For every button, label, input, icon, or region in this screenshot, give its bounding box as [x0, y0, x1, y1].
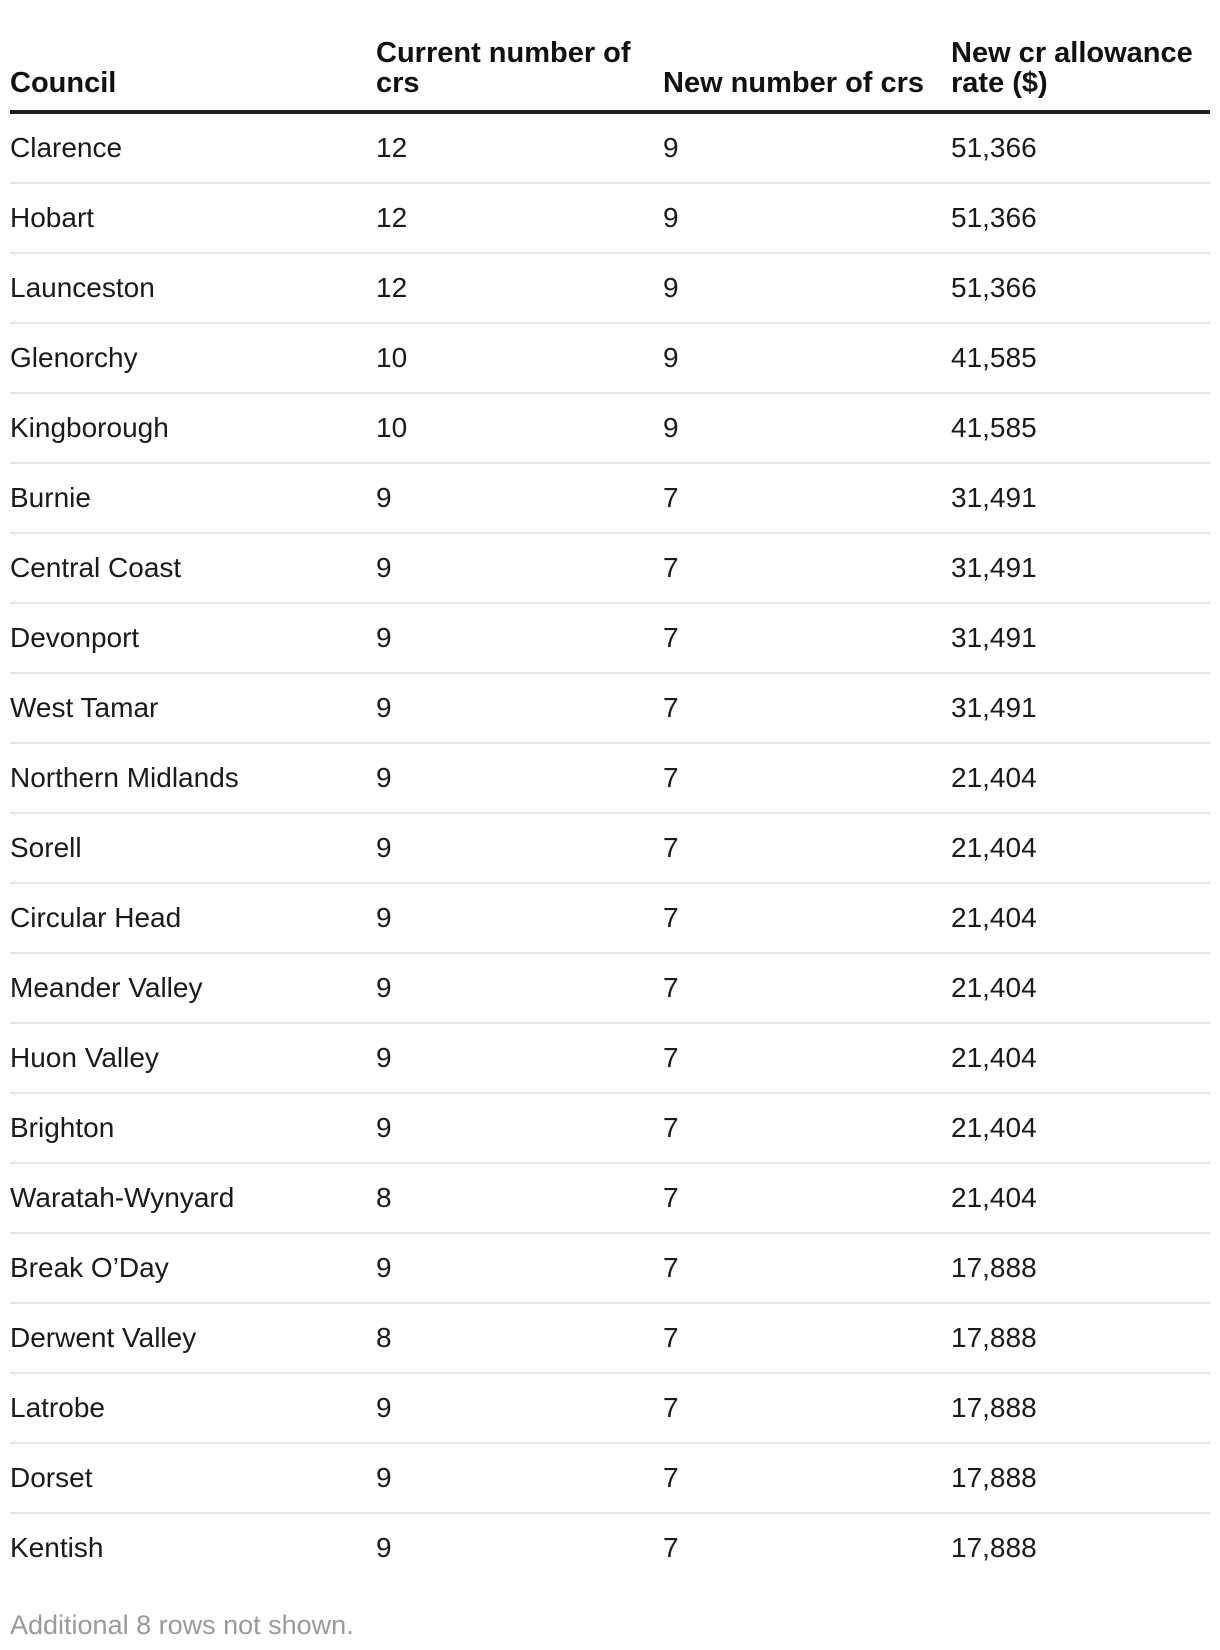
cell-allowance-rate: 21,404 — [951, 883, 1210, 953]
table-row — [10, 743, 1210, 813]
cell-new-number: 9 — [663, 183, 951, 253]
cell-new-number: 7 — [663, 813, 951, 883]
cell-allowance-rate: 21,404 — [951, 1163, 1210, 1233]
cell-council: Sorell — [10, 813, 376, 883]
cell-allowance-rate: 21,404 — [951, 813, 1210, 883]
cell-allowance-rate: 21,404 — [951, 1023, 1210, 1093]
cell-current-number: 9 — [376, 883, 663, 953]
cell-council: Meander Valley — [10, 953, 376, 1023]
table-row — [10, 1023, 1210, 1093]
cell-new-number: 9 — [663, 253, 951, 323]
cell-new-number: 7 — [663, 1373, 951, 1443]
cell-new-number: 7 — [663, 1093, 951, 1163]
cell-new-number: 7 — [663, 673, 951, 743]
cell-new-number: 7 — [663, 533, 951, 603]
table-row — [10, 253, 1210, 323]
column-header-current-number[interactable]: Current number of crs — [376, 38, 663, 112]
cell-council: Hobart — [10, 183, 376, 253]
cell-current-number: 9 — [376, 1093, 663, 1163]
cell-allowance-rate: 17,888 — [951, 1303, 1210, 1373]
table-row — [10, 393, 1210, 463]
cell-current-number: 9 — [376, 1532, 392, 1563]
cell-current-number: 9 — [376, 1373, 663, 1443]
cell-allowance-rate: 31,491 — [951, 603, 1210, 673]
cell-current-number: 9 — [376, 813, 663, 883]
cell-council: Brighton — [10, 1093, 376, 1163]
cell-council: Burnie — [10, 463, 376, 533]
cell-allowance-rate: 31,491 — [951, 463, 1210, 533]
cell-council: Latrobe — [10, 1373, 376, 1443]
cell-current-number: 9 — [376, 533, 663, 603]
council-allowance-table — [10, 38, 1210, 1582]
cell-council: Kingborough — [10, 393, 376, 463]
column-header-allowance-rate[interactable]: New cr allowance rate ($) — [951, 38, 1210, 112]
column-header-council[interactable]: Council — [10, 38, 376, 112]
cell-new-number: 7 — [663, 1163, 951, 1233]
cell-current-number: 12 — [376, 183, 663, 253]
cell-current-number: 8 — [376, 1163, 663, 1233]
cell-council: Devonport — [10, 603, 376, 673]
cell-council: Clarence — [10, 112, 376, 183]
cell-current-number: 9 — [376, 603, 663, 673]
cell-new-number: 7 — [663, 1233, 951, 1303]
cell-council: Northern Midlands — [10, 743, 376, 813]
cell-allowance-rate: 51,366 — [951, 112, 1210, 183]
cell-current-number: 9 — [376, 953, 663, 1023]
cell-new-number: 7 — [663, 1303, 951, 1373]
cell-council: Derwent Valley — [10, 1303, 376, 1373]
table-row — [10, 1373, 1210, 1443]
table-row — [10, 463, 1210, 533]
cell-allowance-rate: 41,585 — [951, 323, 1210, 393]
table-row — [10, 673, 1210, 743]
cell-council: Central Coast — [10, 533, 376, 603]
cell-allowance-rate: 51,366 — [951, 253, 1210, 323]
table-row — [10, 1303, 1210, 1373]
table-row — [10, 1443, 1210, 1513]
cell-current-number: 9 — [376, 463, 663, 533]
cell-allowance-rate: 31,491 — [951, 673, 1210, 743]
cell-council: Glenorchy — [10, 323, 376, 393]
cell-allowance-rate: 17,888 — [951, 1532, 1037, 1563]
column-header-new-number[interactable]: New number of crs — [663, 38, 951, 112]
table-row — [10, 183, 1210, 253]
cell-current-number: 9 — [376, 743, 663, 813]
cell-current-number: 8 — [376, 1303, 663, 1373]
table-header — [10, 38, 1210, 112]
cell-allowance-rate: 17,888 — [951, 1373, 1210, 1443]
cell-council: Kentish — [10, 1532, 104, 1563]
cell-new-number: 7 — [663, 743, 951, 813]
cell-current-number: 12 — [376, 253, 663, 323]
cell-new-number: 7 — [663, 1023, 951, 1093]
header-row — [10, 38, 1210, 112]
cell-current-number: 10 — [376, 393, 663, 463]
table-row — [10, 953, 1210, 1023]
data-table-container — [10, 38, 1210, 1582]
cell-new-number: 7 — [663, 883, 951, 953]
cell-allowance-rate: 17,888 — [951, 1443, 1210, 1513]
cell-council: Huon Valley — [10, 1023, 376, 1093]
cell-council: Launceston — [10, 253, 376, 323]
rows-not-shown-note: Additional 8 rows not shown. — [10, 1610, 354, 1640]
table-row — [10, 533, 1210, 603]
cell-current-number: 9 — [376, 1233, 663, 1303]
cell-new-number: 7 — [663, 953, 951, 1023]
cell-allowance-rate: 31,491 — [951, 533, 1210, 603]
table-row — [10, 112, 1210, 183]
table-row — [10, 1163, 1210, 1233]
cell-new-number: 7 — [663, 1532, 679, 1563]
table-row — [10, 1513, 1210, 1582]
cell-current-number: 9 — [376, 1023, 663, 1093]
cell-new-number: 9 — [663, 323, 951, 393]
cell-allowance-rate: 21,404 — [951, 1093, 1210, 1163]
cell-allowance-rate: 51,366 — [951, 183, 1210, 253]
cell-new-number: 7 — [663, 1443, 951, 1513]
table-body — [10, 112, 1210, 1582]
cell-new-number: 9 — [663, 112, 951, 183]
cell-council: West Tamar — [10, 673, 376, 743]
cell-allowance-rate: 21,404 — [951, 953, 1210, 1023]
cell-council: Circular Head — [10, 883, 376, 953]
cell-council: Dorset — [10, 1443, 376, 1513]
cell-current-number: 12 — [376, 112, 663, 183]
table-row — [10, 603, 1210, 673]
cell-council: Waratah-Wynyard — [10, 1163, 376, 1233]
cell-new-number: 7 — [663, 603, 951, 673]
table-row — [10, 323, 1210, 393]
cell-current-number: 10 — [376, 323, 663, 393]
table-row — [10, 883, 1210, 953]
cell-new-number: 7 — [663, 463, 951, 533]
table-row — [10, 1093, 1210, 1163]
cell-allowance-rate: 17,888 — [951, 1233, 1210, 1303]
cell-council: Break O’Day — [10, 1233, 376, 1303]
cell-allowance-rate: 41,585 — [951, 393, 1210, 463]
cell-current-number: 9 — [376, 1443, 663, 1513]
cell-allowance-rate: 21,404 — [951, 743, 1210, 813]
cell-new-number: 9 — [663, 393, 951, 463]
cell-current-number: 9 — [376, 673, 663, 743]
table-row — [10, 813, 1210, 883]
table-row — [10, 1233, 1210, 1303]
